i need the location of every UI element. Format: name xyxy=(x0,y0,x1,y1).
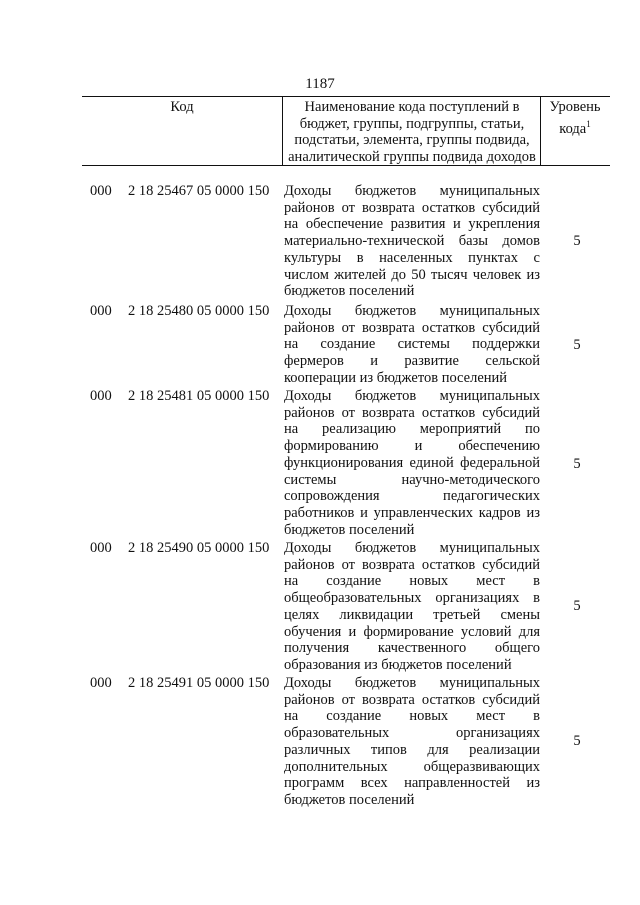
table-row xyxy=(82,540,612,674)
table-row xyxy=(82,303,612,387)
table-header xyxy=(82,96,606,166)
row-name: Доходы бюджетов муниципальных районов от возврата остатков субсидий на создание новых мест в образовательных организациях различных типов для реализации дополнительных общеразвивающих программ всех направленностей из бюджетов поселений xyxy=(284,675,540,808)
row-name: Доходы бюджетов муниципальных районов от возврата остатков субсидий на обеспечение развития и укрепления материально-технической базы домов культуры в населенных пунктах с числом жителей до 50 тысяч человек из бюджетов поселений xyxy=(284,183,540,300)
header-bottom-border xyxy=(82,165,610,166)
row-level: 5 xyxy=(573,337,581,353)
row-level: 5 xyxy=(573,456,581,472)
header-level-label: Уровень кода xyxy=(549,99,601,137)
row-income-code: 2 18 25490 05 0000 150 xyxy=(128,540,270,556)
row-name: Доходы бюджетов муниципальных районов от возврата остатков субсидий на реализацию мероприятий по формированию и обеспечению функционирования единой федеральной системы научно-методического сопровождения педагогических работников и управленческих кадров из бюджетов поселений xyxy=(284,388,540,538)
row-group-code: 000 xyxy=(90,388,112,404)
row-income-code: 2 18 25491 05 0000 150 xyxy=(128,675,270,691)
header-top-border xyxy=(82,96,610,97)
header-level xyxy=(540,99,610,137)
row-level: 5 xyxy=(573,598,581,614)
row-name: Доходы бюджетов муниципальных районов от возврата остатков субсидий на создание новых мест в общеобразовательных организациях в целях ликвидации третьей смены обучения и формирование условий для получения качественного общего образования из бюджетов поселений xyxy=(284,540,540,673)
row-group-code: 000 xyxy=(90,183,112,199)
row-name: Доходы бюджетов муниципальных районов от возврата остатков субсидий на создание системы поддержки фермеров и развитие сельской кооперации из бюджетов поселений xyxy=(284,303,540,386)
row-level: 5 xyxy=(573,233,581,249)
row-income-code: 2 18 25481 05 0000 150 xyxy=(128,388,270,404)
row-group-code: 000 xyxy=(90,303,112,319)
row-level: 5 xyxy=(573,733,581,749)
page-number: 1187 xyxy=(305,76,335,92)
header-name: Наименование кода поступлений в бюджет, группы, подгруппы, статьи, подстатьи, элемента, группы подвида, аналитической группы подвида доходов xyxy=(288,99,536,165)
row-income-code: 2 18 25467 05 0000 150 xyxy=(128,183,270,199)
row-group-code: 000 xyxy=(90,675,112,691)
table-row xyxy=(82,675,612,809)
row-group-code: 000 xyxy=(90,540,112,556)
row-income-code: 2 18 25480 05 0000 150 xyxy=(128,303,270,319)
header-code: Код xyxy=(170,99,194,115)
table-row xyxy=(82,388,612,538)
header-level-footnote: 1 xyxy=(586,118,591,129)
table-row xyxy=(82,183,612,301)
